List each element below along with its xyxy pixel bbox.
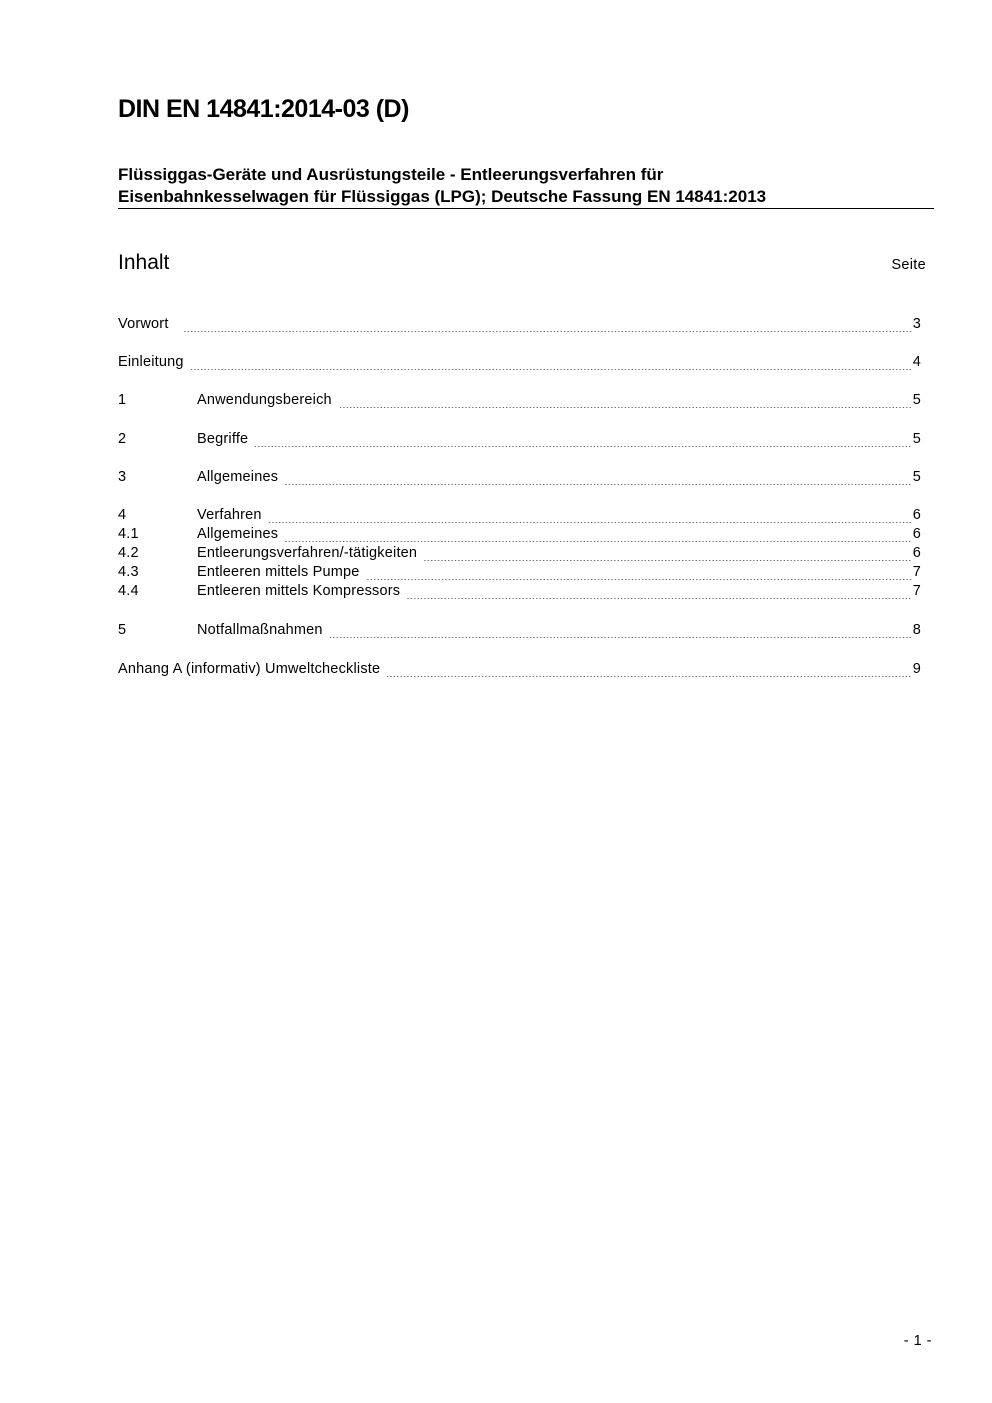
toc-entry-text: Verfahren xyxy=(197,507,262,523)
toc-entry-3[interactable] xyxy=(118,469,921,489)
toc-entry-page: 6 xyxy=(912,507,921,523)
toc-entry-4[interactable] xyxy=(118,507,921,527)
toc-entry-text: Notfallmaßnahmen xyxy=(197,622,323,638)
toc-leader-dots xyxy=(268,509,912,523)
toc-entry-number: 4.4 xyxy=(118,583,139,599)
document-subtitle xyxy=(118,164,934,209)
toc-entry-page: 4 xyxy=(912,354,921,370)
toc-entry-page: 5 xyxy=(912,431,921,447)
toc-entry-text: Entleeren mittels Pumpe xyxy=(197,564,360,580)
subtitle-line-1: Flüssiggas-Geräte und Ausrüstungsteile - Entleerungsverfahren für xyxy=(118,165,664,184)
toc-entry-page: 6 xyxy=(912,545,921,561)
toc-leader-dots xyxy=(338,394,912,408)
toc-entry-number: 2 xyxy=(118,431,127,447)
toc-entry-number: 4.1 xyxy=(118,526,139,542)
toc-leader-dots xyxy=(254,433,911,447)
document-title: DIN EN 14841:2014-03 (D) xyxy=(118,95,409,123)
toc-leader-dots xyxy=(329,624,912,638)
toc-entry-page: 7 xyxy=(912,583,921,599)
toc-entry-number: 5 xyxy=(118,622,127,638)
toc-entry-4-2[interactable] xyxy=(118,545,921,565)
toc-entry-1[interactable] xyxy=(118,392,921,412)
toc-leader-dots xyxy=(190,356,912,370)
toc-leader-dots xyxy=(423,547,912,561)
toc-entry-4-3[interactable] xyxy=(118,564,921,584)
toc-entry-text: Einleitung xyxy=(118,354,184,370)
toc-entry-page: 6 xyxy=(912,526,921,542)
toc-entry-text: Allgemeines xyxy=(197,469,279,485)
toc-entry-einleitung[interactable] xyxy=(118,354,921,374)
toc-entry-number: 4 xyxy=(118,507,127,523)
toc-entry-page: 5 xyxy=(912,392,921,408)
toc-leader-dots xyxy=(386,663,911,677)
toc-entry-5[interactable] xyxy=(118,622,921,642)
toc-entry-number: 3 xyxy=(118,469,127,485)
toc-entry-2[interactable] xyxy=(118,431,921,451)
toc-entry-vorwort[interactable] xyxy=(118,316,921,336)
toc-entry-text: Entleeren mittels Kompressors xyxy=(197,583,401,599)
toc-entry-number: 4.3 xyxy=(118,564,139,580)
toc-entry-page: 3 xyxy=(912,316,921,332)
toc-page-column-label: Seite xyxy=(891,257,926,273)
toc-leader-dots xyxy=(284,528,912,542)
toc-entry-text: Vorwort xyxy=(118,316,169,332)
toc-heading: Inhalt xyxy=(118,251,170,274)
toc-entry-page: 5 xyxy=(912,469,921,485)
toc-entry-text: Anhang A (informativ) Umweltcheckliste xyxy=(118,661,381,677)
toc-entry-page: 8 xyxy=(912,622,921,638)
toc-entry-page: 7 xyxy=(912,564,921,580)
subtitle-line-2: Eisenbahnkesselwagen für Flüssiggas (LPG); Deutsche Fassung EN 14841:2013 xyxy=(118,187,767,206)
toc-entry-number: 4.2 xyxy=(118,545,139,561)
toc-leader-dots xyxy=(406,585,911,599)
page-number: - 1 - xyxy=(903,1333,932,1349)
toc-leader-dots xyxy=(284,471,912,485)
toc-entry-text: Begriffe xyxy=(197,431,249,447)
toc-entry-text: Allgemeines xyxy=(197,526,279,542)
toc-entry-4-4[interactable] xyxy=(118,583,921,603)
toc-entry-number: 1 xyxy=(118,392,127,408)
toc-leader-dots xyxy=(183,318,912,332)
toc-entry-4-1[interactable] xyxy=(118,526,921,546)
toc-entry-page: 9 xyxy=(912,661,921,677)
toc-entry-anhang-a[interactable] xyxy=(118,661,921,681)
toc-entry-text: Entleerungsverfahren/-tätigkeiten xyxy=(197,545,418,561)
toc-entry-text: Anwendungsbereich xyxy=(197,392,332,408)
toc-leader-dots xyxy=(366,566,912,580)
